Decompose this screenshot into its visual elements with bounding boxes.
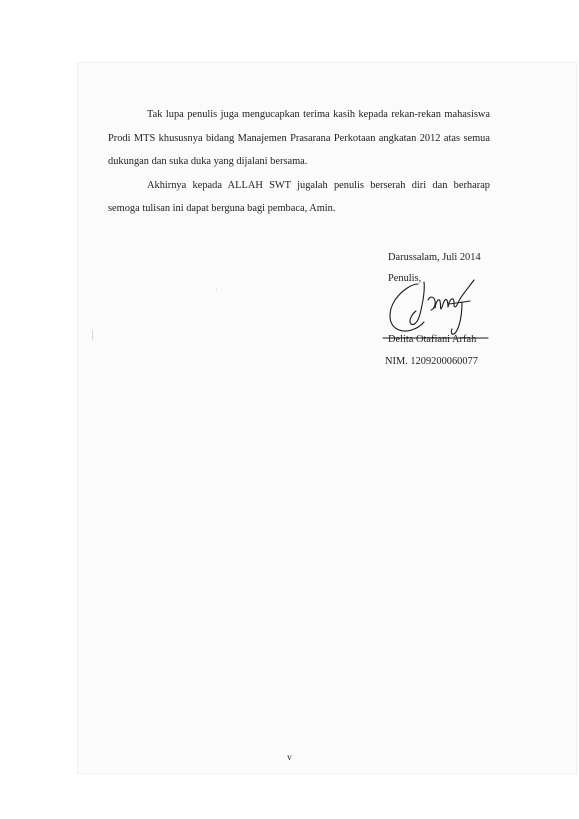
scan-margin-mark bbox=[92, 330, 93, 340]
body-text bbox=[108, 103, 490, 221]
page-number: v bbox=[287, 753, 292, 763]
scan-dot bbox=[216, 289, 217, 290]
paragraph-acknowledgement: Tak lupa penulis juga mengucapkan terima kasih kepada rekan-rekan mahasiswa Prodi MTS khususnya bidang Manajemen Prasarana Perkotaan angkatan 2012 atas semua dukungan dan suka duka yang dijalani bersama. bbox=[108, 109, 490, 167]
handwritten-signature bbox=[378, 274, 498, 340]
author-role: Penulis, bbox=[388, 273, 422, 284]
author-nim: NIM. 1209200060077 bbox=[385, 356, 478, 367]
place-date: Darussalam, Juli 2014 bbox=[388, 252, 481, 263]
paragraph-closing: Akhirnya kepada ALLAH SWT jugalah penulis berserah diri dan berharap semoga tulisan ini dapat berguna bagi pembaca, Amin. bbox=[108, 179, 490, 214]
author-name: Delita Otafiani Arfah bbox=[388, 334, 477, 345]
